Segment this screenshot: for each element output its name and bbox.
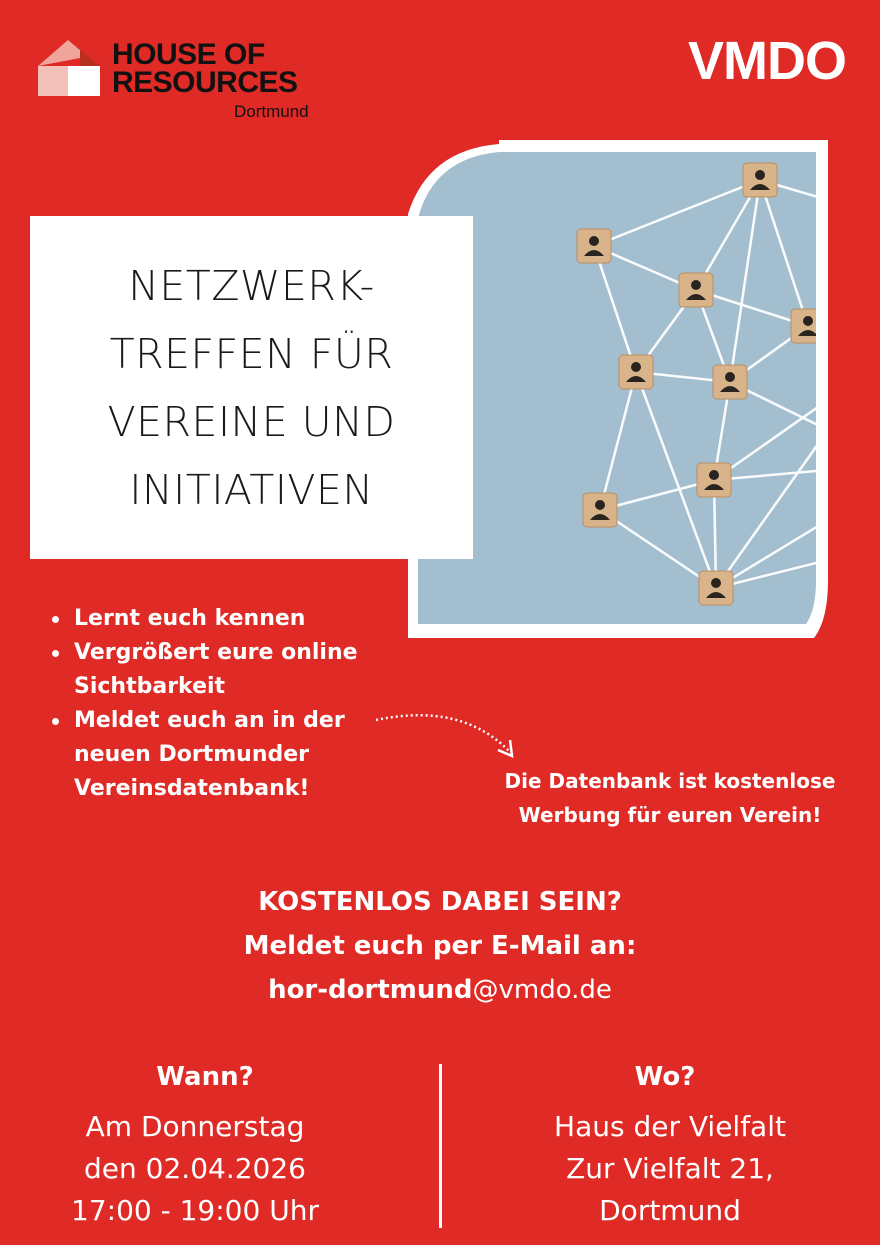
title-line-4: INITIATIVEN [129, 465, 374, 514]
where-line-3: Dortmund [599, 1194, 741, 1227]
when-heading: Wann? [156, 1062, 254, 1092]
logo-line-2: RESOURCES [112, 66, 298, 99]
title-line-3: VEREINE UND [107, 397, 396, 446]
where-details [500, 1106, 840, 1232]
email-domain: @vmdo.de [472, 975, 612, 1005]
curved-arrow-icon [372, 708, 522, 764]
logo-line-1: HOUSE OF [112, 38, 265, 71]
house-icon [38, 36, 102, 100]
list-item: Lernt euch kennen [52, 602, 392, 636]
database-note [470, 764, 870, 832]
when-details [30, 1106, 360, 1232]
title-box [30, 216, 473, 559]
benefits-list [52, 602, 392, 806]
title-line-2: TREFFEN FÜR [109, 329, 394, 378]
note-line-2: Werbung für euren Verein! [518, 803, 822, 827]
house-of-resources-logo [38, 36, 338, 126]
title-line-1: NETZWERK- [128, 261, 375, 310]
list-item: Meldet euch an in der neuen Dortmunder Vereinsdatenbank! [52, 704, 392, 806]
where-line-1: Haus der Vielfalt [554, 1110, 786, 1143]
cta-line-1: KOSTENLOS DABEI SEIN? [258, 887, 622, 917]
where-line-2: Zur Vielfalt 21, [566, 1152, 774, 1185]
email-link[interactable] [0, 968, 880, 1012]
email-user: hor-dortmund [268, 975, 473, 1005]
page-title [108, 252, 396, 524]
when-line-3: 17:00 - 19:00 Uhr [71, 1194, 319, 1227]
note-line-1: Die Datenbank ist kostenlose [504, 769, 836, 793]
where-heading: Wo? [634, 1062, 696, 1092]
logo-city: Dortmund [234, 102, 309, 121]
vmdo-logo: VMDO [688, 31, 846, 91]
when-line-1: Am Donnerstag [85, 1110, 305, 1143]
list-item: Vergrößert eure online Sichtbarkeit [52, 636, 392, 704]
column-divider [439, 1064, 442, 1228]
when-line-2: den 02.04.2026 [84, 1152, 306, 1185]
cta-line-2: Meldet euch per E-Mail an: [243, 931, 637, 961]
call-to-action [0, 880, 880, 1012]
